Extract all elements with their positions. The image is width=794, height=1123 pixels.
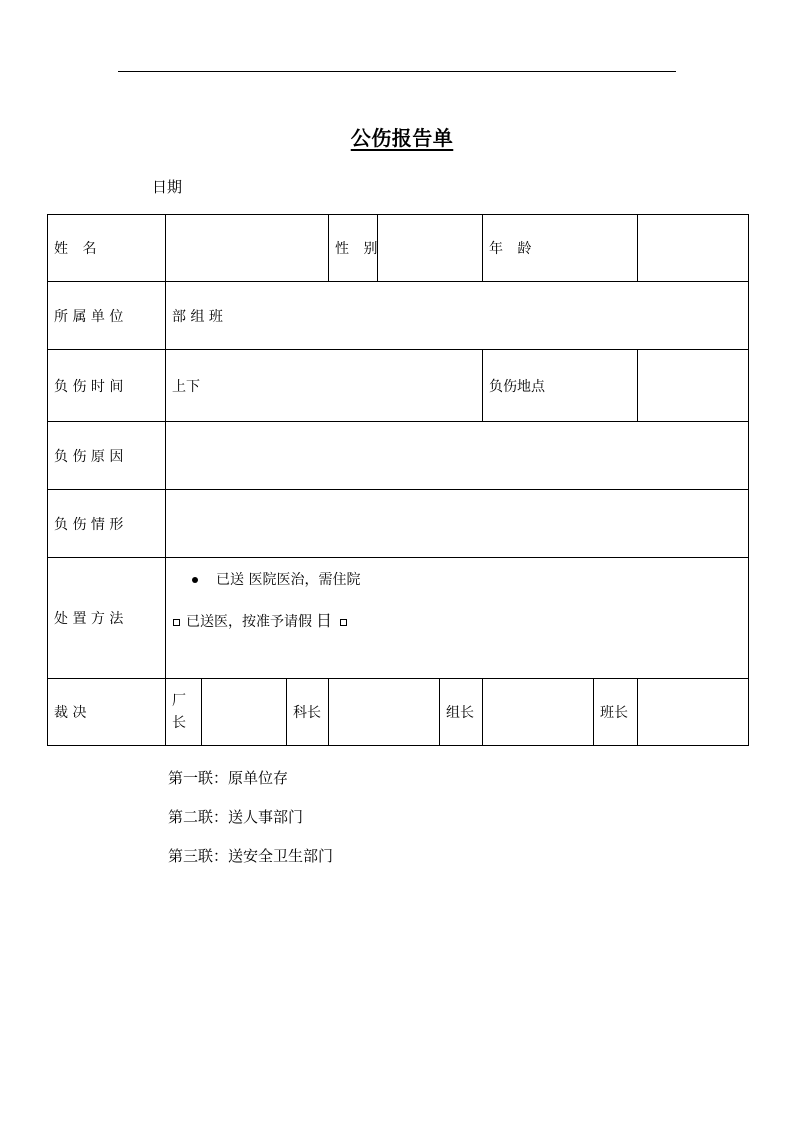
group-head-label: 组长	[440, 679, 483, 746]
injury-time-label: 负 伤 时 间	[48, 350, 166, 422]
injury-place-value[interactable]	[638, 350, 749, 422]
injury-time-value[interactable]: 上下	[166, 350, 483, 422]
age-value[interactable]	[638, 215, 749, 282]
treatment-options	[166, 558, 749, 679]
date-label: 日期	[152, 178, 183, 196]
header-rule	[118, 71, 676, 72]
unit-value[interactable]: 部 组 班	[166, 282, 749, 350]
bullet-icon	[192, 577, 198, 583]
copy-distribution-notes	[168, 767, 333, 884]
section-head-label: 科长	[287, 679, 329, 746]
treatment-option-leave[interactable]: 已送医，按准予请假 日	[173, 608, 347, 631]
table-row	[48, 215, 749, 282]
injury-report-table	[47, 214, 749, 746]
gender-value[interactable]	[378, 215, 483, 282]
table-row	[48, 679, 749, 746]
injury-cause-label: 负 伤 原 因	[48, 422, 166, 490]
gender-label: 性 别	[329, 215, 378, 282]
age-label: 年 龄	[483, 215, 638, 282]
table-row	[48, 282, 749, 350]
table-row	[48, 558, 749, 679]
decision-label: 裁 决	[48, 679, 166, 746]
footnote-copy-3: 第三联：送安全卫生部门	[168, 847, 334, 865]
unit-label: 所 属 单 位	[48, 282, 166, 350]
section-head-value[interactable]	[329, 679, 440, 746]
name-label: 姓 名	[48, 215, 166, 282]
injury-place-label: 负伤地点	[483, 350, 638, 422]
injury-situation-value[interactable]	[166, 490, 749, 558]
table-row	[48, 350, 749, 422]
checkbox-icon[interactable]	[340, 619, 347, 626]
injury-situation-label: 负 伤 情 形	[48, 490, 166, 558]
form-title: 公伤报告单	[350, 126, 454, 150]
table-row	[48, 490, 749, 558]
treatment-option-hospitalized[interactable]: 已送 医院医治，需住院	[192, 569, 360, 589]
table-row	[48, 422, 749, 490]
factory-head-value[interactable]	[202, 679, 287, 746]
factory-head-label: 厂长	[166, 679, 202, 746]
team-head-label: 班长	[594, 679, 638, 746]
team-head-value[interactable]	[638, 679, 749, 746]
footnote-copy-1: 第一联：原单位存	[168, 769, 289, 787]
injury-cause-value[interactable]	[166, 422, 749, 490]
name-value[interactable]	[166, 215, 329, 282]
treatment-label: 处 置 方 法	[48, 558, 166, 679]
day-unit: 日	[316, 611, 333, 630]
group-head-value[interactable]	[483, 679, 594, 746]
footnote-copy-2: 第二联：送人事部门	[168, 808, 304, 826]
checkbox-icon[interactable]	[173, 619, 180, 626]
